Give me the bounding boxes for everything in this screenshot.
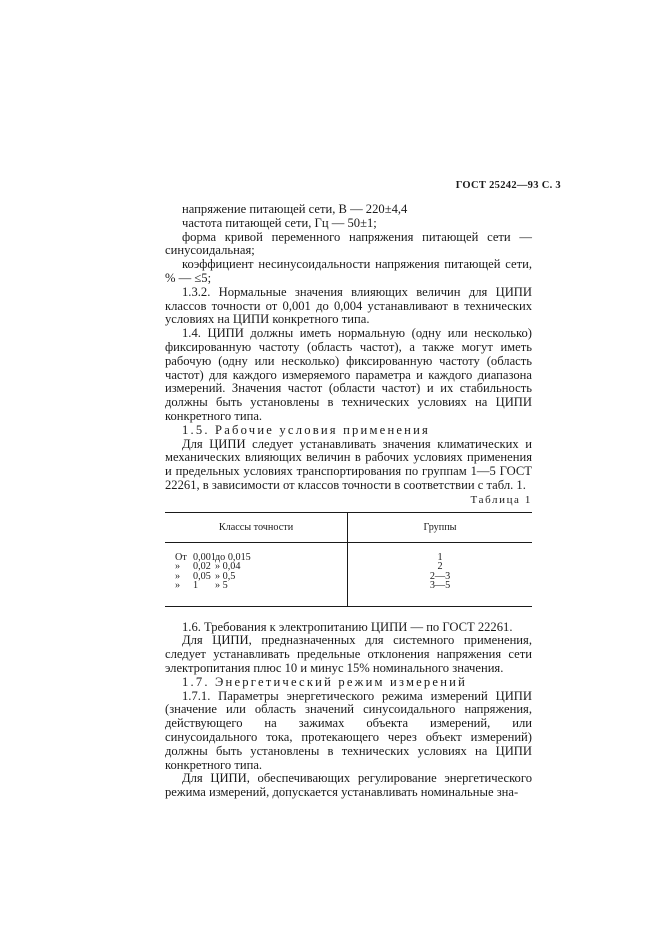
row-sep: » xyxy=(215,580,221,592)
row-from: 0,02 xyxy=(193,561,211,573)
row-to: 0,5 xyxy=(222,570,236,582)
paragraph-1-3-2: 1.3.2. Нормальные значения влияющих величин для ЦИПИ классов точности от 0,001 до 0,004 устанавливают в технических условиях на ЦИПИ конкретного типа. xyxy=(165,284,532,327)
paragraph-1-4: 1.4. ЦИПИ должны иметь нормальную (одну или несколько) фиксированную частоту (область частот), а также могут иметь рабочую (одну или несколько) фиксированную частоту (область частот) для каждого измеряемого параметра и каждого диапазона измерений. Значения частот (области частот) и их стабильность должны быть установлены в технических условиях на ЦИПИ конкретного типа. xyxy=(165,326,532,423)
row-from: 0,05 xyxy=(193,570,211,582)
table-column-accuracy-classes xyxy=(175,553,345,591)
paragraph-1-6: 1.6. Требования к электропитанию ЦИПИ — по ГОСТ 22261. xyxy=(182,619,513,634)
row-from: 1 xyxy=(193,580,199,592)
row-sep: до xyxy=(215,551,226,563)
paragraph-supply-frequency: частота питающей сети, Гц — 50±1; xyxy=(182,215,377,230)
paragraph-1-6-system: Для ЦИПИ, предназначенных для системного применения, следует устанавливать предельные отклонения напряжения сети электропитания плюс 10 и минус 15% номинального значения. xyxy=(165,633,532,675)
paragraph-distortion-coefficient: коэффициент несинусоидальности напряжения питающей сети, % — ≤5; xyxy=(165,257,532,285)
row-from: 0,001 xyxy=(193,551,216,563)
row-prefix: » xyxy=(175,570,181,582)
section-heading-1-7: 1.7. Энергетический режим измерений xyxy=(182,674,468,689)
table-caption: Таблица 1 xyxy=(470,493,532,506)
table-row xyxy=(175,572,345,582)
table-column-groups xyxy=(348,553,532,591)
paragraph-1-5: Для ЦИПИ следует устанавливать значения климатических и механических влияющих величин в рабочих условиях применения и предельных условиях транспортирования по группам 1—5 ГОСТ 22261, в зависимости от классов точности в соответствии с табл. 1. xyxy=(165,436,532,492)
table-cell-group: 3—5 xyxy=(429,580,451,592)
accuracy-groups-table xyxy=(165,512,532,607)
table-header-divider xyxy=(165,542,532,543)
paragraph-1-7-regulation: Для ЦИПИ, обеспечивающих регулирование энергетического режима измерений, допускается устанавливать номинальные зна- xyxy=(165,771,532,800)
row-prefix: » xyxy=(175,561,181,573)
row-to: 0,04 xyxy=(222,561,241,573)
row-to: 5 xyxy=(222,580,228,592)
row-range xyxy=(215,581,243,591)
row-sep: » xyxy=(215,570,221,582)
table-cell-group: 2—3 xyxy=(429,570,451,582)
table-row xyxy=(175,581,345,591)
row-to: 0,015 xyxy=(227,551,251,563)
table-cell-group: 1 xyxy=(437,551,443,563)
section-heading-1-5: 1.5. Рабочие условия применения xyxy=(182,422,431,437)
table-header-accuracy-classes: Классы точности xyxy=(218,521,294,533)
paragraph-1-7-1: 1.7.1. Параметры энергетического режима измерений ЦИПИ (значение или область значений синусоидального напряжения, действующего на зажимах объекта измерений, или синусоидального тока, протекающего через объект измерений) должны быть установлены в технических условиях на ЦИПИ конкретного типа. xyxy=(165,688,532,772)
table-cell-group: 2 xyxy=(437,561,443,573)
running-title: ГОСТ 25242—93 С. 3 xyxy=(455,180,561,191)
row-prefix: » xyxy=(175,580,181,592)
document-body xyxy=(165,203,532,800)
row-prefix: От xyxy=(175,551,187,563)
table-header-groups: Группы xyxy=(423,521,457,533)
paragraph-supply-voltage: напряжение питающей сети, В — 220±4,4 xyxy=(182,202,408,216)
row-sep: » xyxy=(215,561,221,573)
paragraph-waveform: форма кривой переменного напряжения питающей сети — синусоидальная; xyxy=(165,229,532,258)
